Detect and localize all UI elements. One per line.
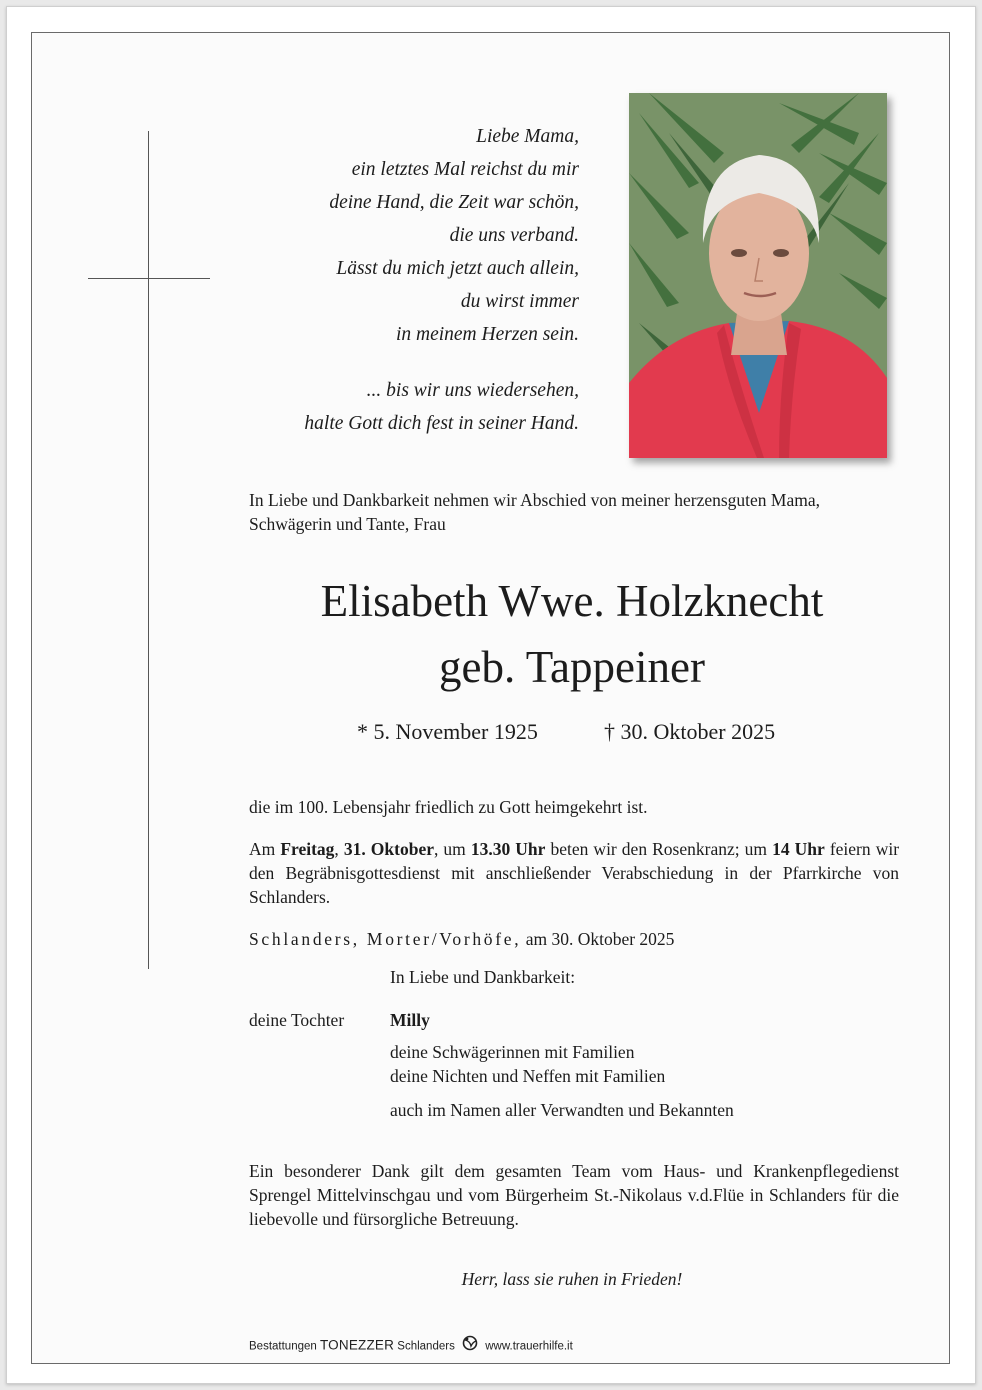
rosary-time: 13.30 Uhr <box>470 839 546 859</box>
daughter-name: Milly <box>390 1010 430 1030</box>
maiden-name: geb. Tappeiner <box>439 642 705 692</box>
footer-town: Schlanders <box>394 1340 455 1353</box>
daughter-label: deine Tochter <box>249 1010 345 1030</box>
poem-line: die uns verband. <box>449 225 579 246</box>
intro-text: In Liebe und Dankbarkeit nehmen wir Abschied von meiner herzensguten Mama, Schwägerin und Tante, Frau <box>249 490 820 534</box>
mourners-line: auch im Namen aller Verwandten und Bekannten <box>390 1100 734 1120</box>
cross-horizontal-bar <box>88 278 210 279</box>
funeral-home-footer <box>249 1335 573 1355</box>
portrait-photo <box>629 93 887 458</box>
passing-text: die im 100. Lebensjahr friedlich zu Gott heimgekehrt ist. <box>249 797 648 817</box>
mourners-line: deine Schwägerinnen mit Familien <box>390 1042 635 1062</box>
poem-line: du wirst immer <box>460 291 579 312</box>
notice-date: am 30. Oktober 2025 <box>521 929 675 949</box>
mourners-heading: In Liebe und Dankbarkeit: <box>390 967 576 987</box>
service-details: Am Freitag, 31. Oktober, um 13.30 Uhr beten wir den Rosenkranz; um 14 Uhr feiern wir den Begräbnisgottesdienst mit anschließender Verabschiedung in der Pfarrkirche von Schlanders. <box>249 839 900 907</box>
poem-line: Liebe Mama, <box>476 126 579 147</box>
footer-prefix: Bestattungen <box>249 1340 320 1353</box>
footer-brand: TONEZZER <box>319 1337 395 1353</box>
footer-website[interactable]: www.trauerhilfe.it <box>485 1340 573 1353</box>
mass-time: 14 Uhr <box>772 839 825 859</box>
birth-date: * 5. November 1925 <box>357 719 538 744</box>
poem-line: in meinem Herzen sein. <box>395 324 579 345</box>
poem <box>237 120 579 440</box>
thanks-text: Ein besonderer Dank gilt dem gesamten Team vom Haus- und Krankenpflegedienst Sprengel Mittelvinschgau und vom Bürgerheim St.-Nikolaus v.d.Flüe in Schlanders für die liebevolle und fürsorgliche Betreuung. <box>249 1161 899 1229</box>
poem-line: halte Gott dich fest in seiner Hand. <box>304 413 579 434</box>
service-date: 31. Oktober <box>343 839 434 859</box>
poem-line: deine Hand, die Zeit war schön, <box>329 192 579 213</box>
poem-line: ... bis wir uns wiedersehen, <box>366 380 579 401</box>
service-day: Freitag <box>280 839 335 859</box>
cross-vertical-bar <box>148 131 149 969</box>
death-date: † 30. Oktober 2025 <box>604 719 776 744</box>
obituary-sheet <box>6 6 976 1384</box>
poem-line: Lässt du mich jetzt auch allein, <box>336 258 579 279</box>
closing-prayer: Herr, lass sie ruhen in Frieden! <box>461 1269 683 1289</box>
mourners-line: deine Nichten und Neffen mit Familien <box>390 1066 666 1086</box>
poem-line: ein letztes Mal reichst du mir <box>351 159 579 180</box>
deceased-name: Elisabeth Wwe. Holzknecht <box>320 576 824 626</box>
places: Schlanders, Morter/Vorhöfe, <box>249 929 522 949</box>
dove-logo-icon <box>462 1335 478 1358</box>
place-and-date <box>249 927 899 951</box>
